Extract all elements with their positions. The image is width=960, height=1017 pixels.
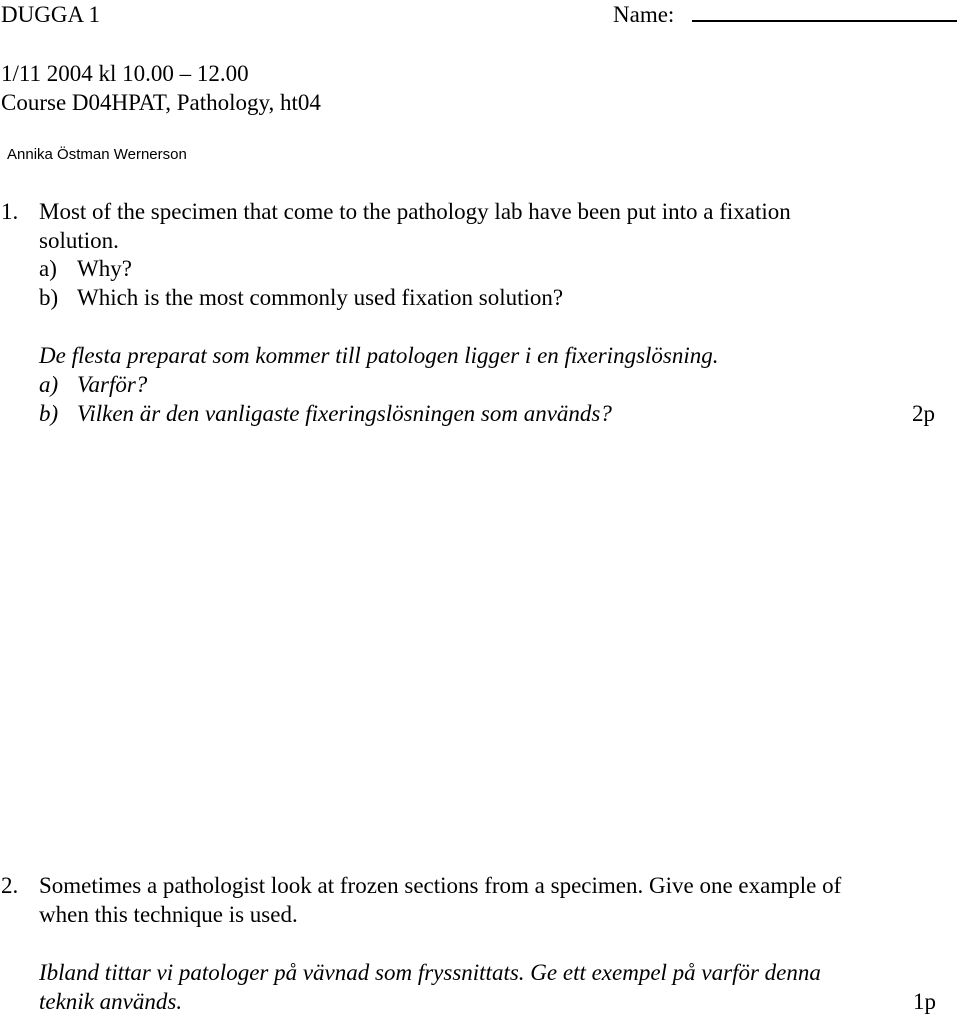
question-2-swedish-line-1: Ibland tittar vi patologer på vävnad som fryssnittats. Ge ett exempel på varför denna (39, 960, 821, 985)
question-1-english-line-1 (1, 197, 791, 226)
swedish-part-a-label: a) (39, 372, 59, 397)
course-line: Course D04HPAT, Pathology, ht04 (1, 90, 321, 115)
question-1-part-a (39, 254, 132, 283)
answer-space-question-1[interactable] (0, 440, 960, 860)
document-title: DUGGA 1 (1, 2, 101, 27)
question-2-points: 1p (913, 989, 936, 1014)
question-2-english-line-1 (1, 871, 841, 900)
part-b-text: Which is the most commonly used fixation solution? (77, 285, 564, 310)
part-a-label: a) (39, 256, 57, 281)
question-2-english-line-2: when this technique is used. (39, 902, 298, 927)
question-1-part-b (39, 283, 563, 312)
part-a-text: Why? (77, 256, 132, 281)
question-2-swedish-line-2: teknik används. (39, 989, 183, 1014)
question-1-swedish-line-1: De flesta preparat som kommer till patologen ligger i en fixeringslösning. (39, 343, 719, 368)
question-2-number: 2. (1, 873, 19, 898)
part-b-label: b) (39, 285, 59, 310)
exam-date: 1/11 2004 kl 10.00 – 12.00 (1, 61, 249, 86)
swedish-part-b-text: Vilken är den vanligaste fixeringslösningen som används? (77, 401, 612, 426)
swedish-part-a-text: Varför? (77, 372, 148, 397)
author-name: Annika Östman Wernerson (7, 146, 187, 163)
question-1-swedish-part-a (39, 370, 147, 399)
question-1-swedish-part-b (39, 399, 612, 428)
name-field-line[interactable] (692, 20, 957, 22)
question-1-text: Most of the specimen that come to the pathology lab have been put into a fixation (39, 199, 791, 224)
question-1-english-line-2: solution. (39, 228, 119, 253)
question-2-text: Sometimes a pathologist look at frozen sections from a specimen. Give one example of (39, 873, 842, 898)
question-1-number: 1. (1, 199, 19, 224)
name-label: Name: (613, 2, 675, 27)
swedish-part-b-label: b) (39, 401, 59, 426)
question-1-points: 2p (912, 401, 935, 426)
